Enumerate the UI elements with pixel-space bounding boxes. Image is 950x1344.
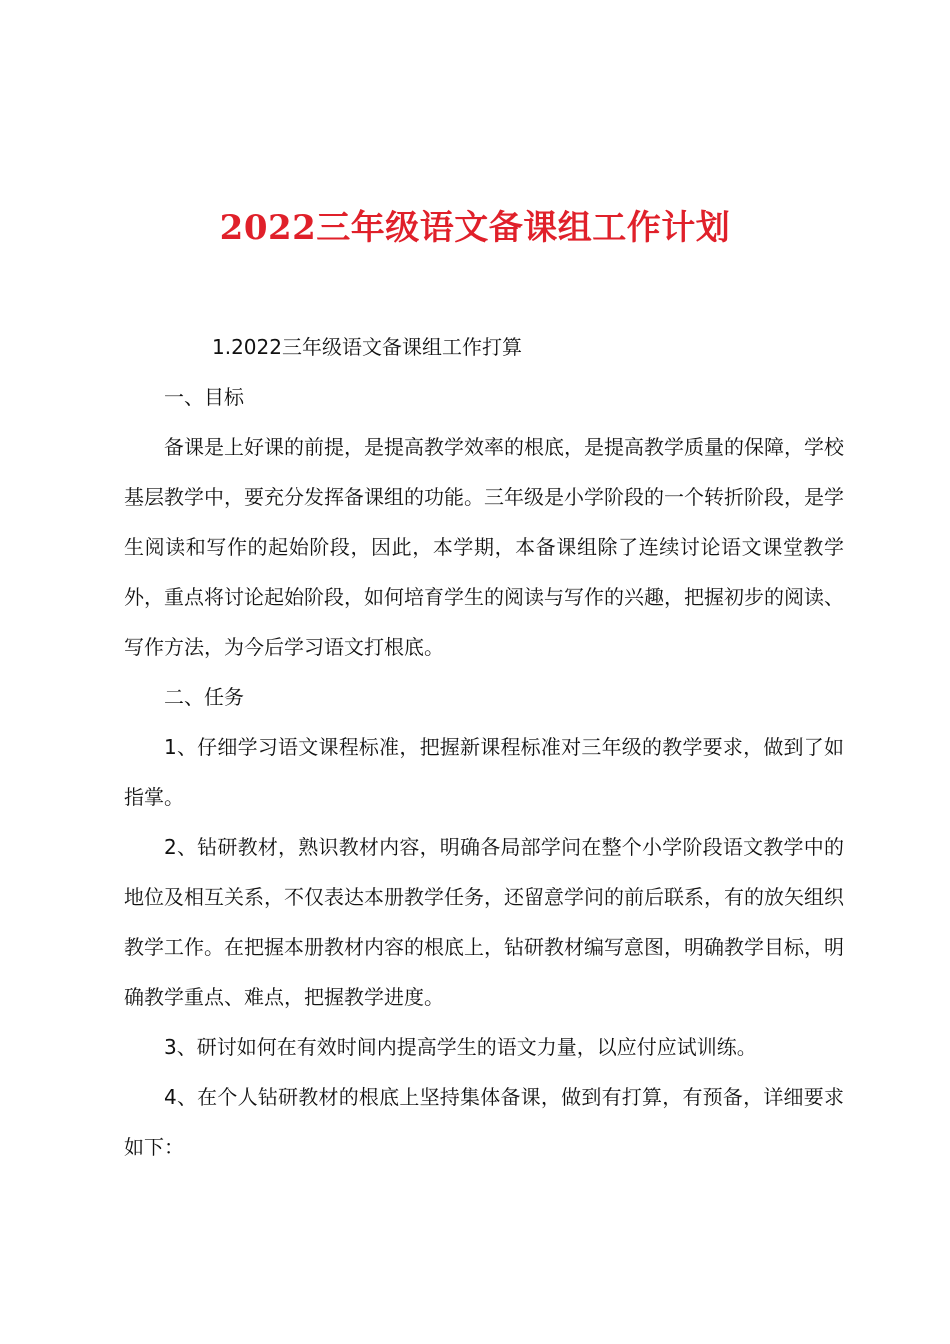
section-heading: 一、目标 — [164, 385, 244, 409]
document-body — [124, 322, 844, 1172]
paragraph: 4、在个人钻研教材的根底上坚持集体备课，做到有打算，有预备，详细要求如下： — [124, 1085, 844, 1159]
paragraph: 2、钻研教材，熟识教材内容，明确各局部学问在整个小学阶段语文教学中的地位及相互关系，不仅表达本册教学任务，还留意学问的前后联系，有的放矢组织教学工作。在把握本册教材内容的根底上，钻研教材编写意图，明确教学目标，明确教学重点、难点，把握教学进度。 — [124, 835, 844, 1009]
section-heading: 二、任务 — [164, 685, 244, 709]
paragraph: 3、研讨如何在有效时间内提高学生的语文力量，以应付应试训练。 — [164, 1035, 757, 1059]
paragraph: 备课是上好课的前提，是提高教学效率的根底，是提高教学质量的保障，学校基层教学中，要充分发挥备课组的功能。三年级是小学阶段的一个转折阶段，是学生阅读和写作的起始阶段，因此，本学期，本备课组除了连续讨论语文课堂教学外，重点将讨论起始阶段，如何培育学生的阅读与写作的兴趣，把握初步的阅读、写作方法，为今后学习语文打根底。 — [124, 435, 844, 659]
document-title: 2022三年级语文备课组工作计划 — [219, 207, 731, 248]
paragraph: 1、仔细学习语文课程标准，把握新课程标准对三年级的教学要求，做到了如指掌。 — [124, 735, 844, 809]
section-heading: 1.2022三年级语文备课组工作打算 — [212, 335, 522, 359]
